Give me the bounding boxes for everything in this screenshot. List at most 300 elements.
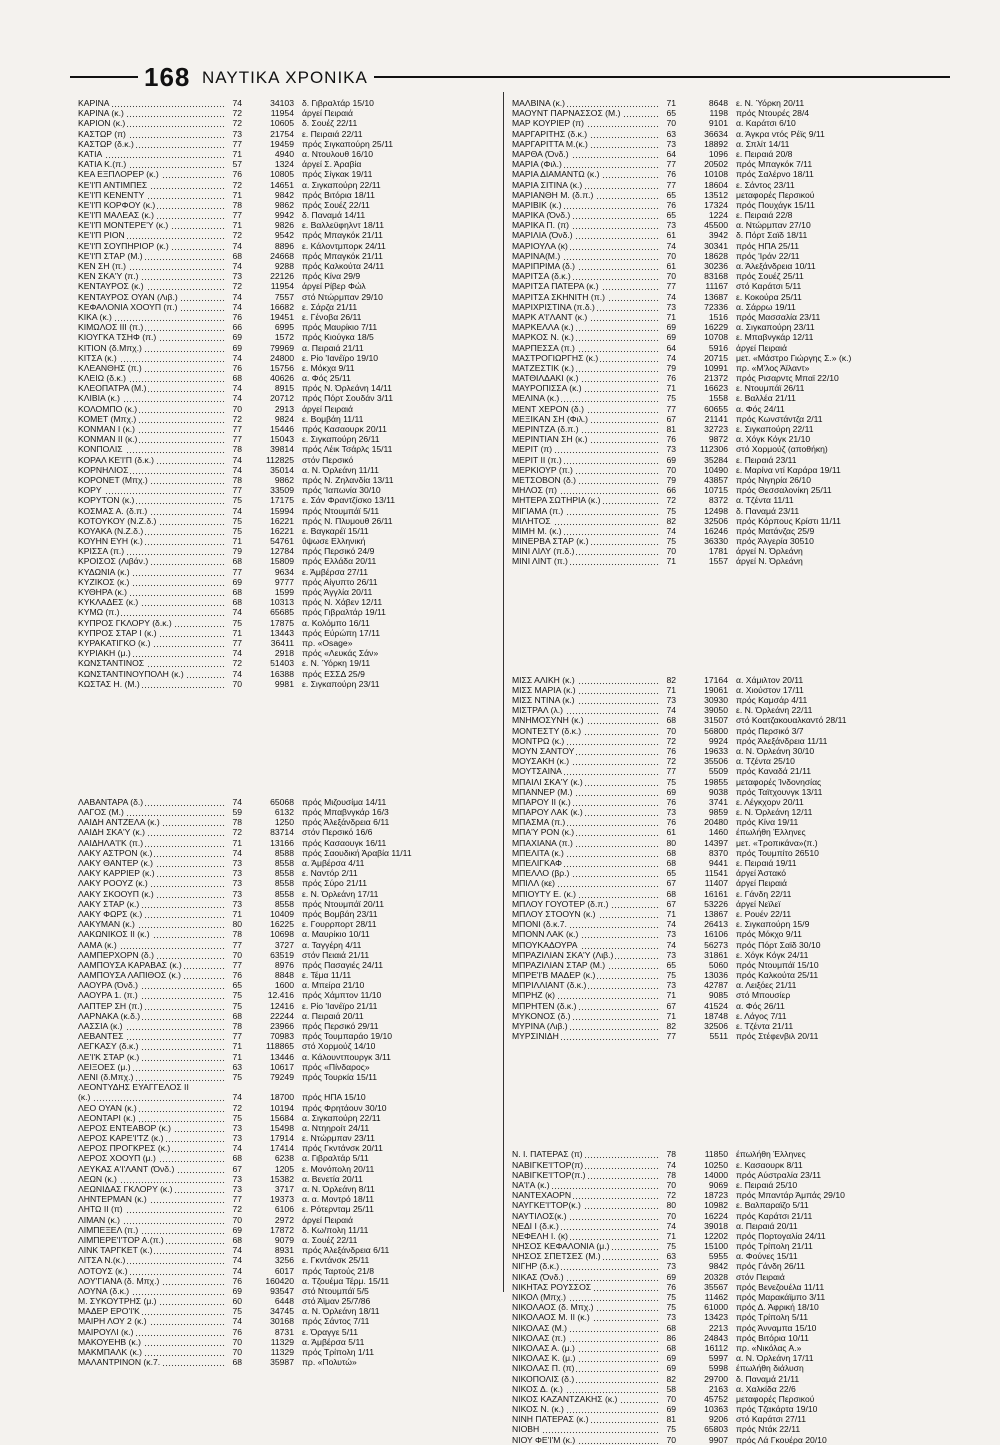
status: άργεί Ν. Όρλεάνη — [736, 556, 803, 567]
build-year: 68 — [666, 1322, 676, 1333]
ship-name: ΝΙΟΒΗ — [512, 1424, 660, 1434]
ship-entry — [78, 1235, 498, 1245]
ship-entry — [78, 159, 498, 169]
build-year: 70 — [232, 678, 242, 689]
tonnage: 65685 — [270, 607, 294, 618]
tonnage: 34745 — [270, 1306, 294, 1317]
ship-entry — [512, 1180, 932, 1190]
ship-name: ΚΑΡΙΝΑ (κ.) — [78, 108, 226, 118]
status: ε. Σάρζα 21/11 — [302, 301, 358, 312]
build-year: 72 — [232, 658, 242, 669]
tonnage: 10982 — [704, 1200, 728, 1211]
status: πρ. «Πολυτώ» — [302, 1357, 357, 1368]
ship-name: ΛΟΥΝΑ (δ.κ.) — [78, 1286, 226, 1296]
ship-entry — [512, 1353, 932, 1363]
ship-name: ΚΟΡΝΗΛΙΟΣ — [78, 465, 226, 475]
tonnage: 11329 — [270, 1336, 294, 1347]
status: πρός Καλκούτα 25/11 — [736, 970, 819, 981]
ship-name: ΜΑΡΙΒΙΚ (κ.) — [512, 200, 660, 210]
tonnage: 9907 — [708, 1434, 728, 1445]
tonnage: 10409 — [270, 908, 294, 919]
build-year: 73 — [232, 868, 242, 879]
status: πρός Λέικ Τσάρλς 15/11 — [302, 444, 393, 455]
ship-name: ΛΑΚΥ ΚΑΡΡΙΕΡ (κ.) — [78, 868, 226, 878]
tonnage: 8588 — [274, 847, 294, 858]
build-year: 72 — [232, 108, 242, 119]
ship-entry — [512, 1011, 932, 1021]
ship-entry — [512, 1424, 932, 1434]
status: πρός Ντουμπάϊ 5/11 — [302, 505, 380, 516]
ship-entry — [78, 1153, 498, 1163]
status: πρός Ντουμπάϊ 15/10 — [736, 959, 819, 970]
ship-entry — [78, 1225, 498, 1235]
ship-entry — [78, 1204, 498, 1214]
tonnage: 13036 — [704, 970, 728, 981]
ship-name: ΝΙΚΟΛΑΣ Α. (μ.) — [512, 1343, 660, 1353]
ship-name: ΜΠΙΟΥΤΥ Ε. (κ.) — [512, 889, 660, 899]
build-year: 77 — [232, 637, 242, 648]
build-year: 74 — [232, 1255, 242, 1266]
ship-entry — [512, 322, 932, 332]
ship-name: ΚΕ'Ι'Π ΜΟΝΤΕΡΕ'Υ (κ.) — [78, 220, 226, 230]
status: πρός Πουχάγκ 15/11 — [736, 199, 815, 210]
ship-entry — [512, 1211, 932, 1221]
ship-name: ΜΑΡΙΟΥΛΑ (κ) — [512, 241, 660, 251]
status: άργεί Πειραιά — [736, 342, 787, 353]
ship-name: ΚΙΚΑ (κ.) — [78, 312, 226, 322]
build-year: 72 — [666, 735, 676, 746]
tonnage: 13512 — [704, 189, 728, 200]
status: ε. Άμβέρσα 27/11 — [302, 566, 369, 577]
build-year: 74 — [232, 261, 242, 271]
ship-entry — [512, 929, 932, 939]
status: ε. Πειραιά 19/11 — [736, 858, 797, 868]
status: α. Φός 25/11 — [302, 373, 351, 384]
build-year: 65 — [666, 959, 676, 970]
ship-entry — [512, 200, 932, 210]
build-year: 71 — [666, 556, 676, 567]
ship-name: ΚΟΛΟΜΠΟ (κ.) — [78, 404, 226, 414]
tonnage: 21372 — [704, 373, 728, 384]
ship-name: ΛΑΜΠΟΥΣΑ ΚΑΡΑΒΑΣ (κ.) — [78, 960, 226, 970]
ship-name: ΜΠΕΛΛΟ (βρ.) — [512, 868, 660, 878]
ship-name: ΛΑΚΥ ΑΣΤΡΟΝ (κ.) — [78, 848, 226, 858]
build-year: 66 — [232, 322, 242, 333]
status: α. Κάλουντπουργκ 3/11 — [302, 1051, 391, 1062]
ship-entry — [512, 475, 932, 485]
tonnage: 11541 — [704, 868, 728, 879]
ship-name: ΚΕ'Ι'Π ΡΙΟΝ — [78, 230, 226, 240]
ship-name: ΜΠΑ'Υ ΡΟΝ (κ.) — [512, 827, 660, 837]
ship-entry — [78, 424, 498, 434]
build-year: 74 — [232, 240, 242, 251]
tonnage: 5955 — [708, 1251, 728, 1262]
build-year: 70 — [232, 403, 242, 414]
ship-entry — [512, 777, 932, 787]
build-year: 77 — [666, 403, 676, 414]
tonnage: 11462 — [704, 1292, 728, 1302]
ship-name: ΜΕΡΚΙΟΥΡ (π.) — [512, 465, 660, 475]
build-year: 71 — [666, 990, 676, 1001]
status: μεταφορές Περσικού — [736, 189, 815, 200]
ship-entry — [512, 889, 932, 899]
ship-entry — [78, 807, 498, 817]
status: α. Άμβέρσα 4/11 — [302, 858, 365, 868]
ship-entry — [512, 159, 932, 169]
ship-name: ΚΑΤΙΑ — [78, 149, 226, 159]
build-year: 67 — [666, 898, 676, 909]
build-year: 75 — [666, 970, 676, 981]
ship-entry — [512, 838, 932, 848]
tonnage: 19633 — [704, 745, 728, 756]
build-year: 69 — [232, 576, 242, 587]
build-year: 75 — [232, 990, 242, 1001]
ship-entry — [78, 1357, 498, 1367]
tonnage: 6448 — [274, 1296, 294, 1307]
tonnage: 17414 — [270, 1143, 294, 1154]
ship-entry — [512, 756, 932, 766]
tonnage: 11329 — [270, 1347, 294, 1357]
tonnage: 1599 — [274, 587, 294, 597]
status: πρός Γάνδη 26/11 — [736, 1261, 805, 1272]
build-year: 72 — [232, 179, 242, 190]
build-year: 71 — [232, 627, 242, 638]
ship-entry — [512, 1149, 932, 1159]
ship-name: ΛΟΤΟΥΣ (κ.) — [78, 1266, 226, 1276]
status: πρός Ν. Όρλεάνη 14/11 — [302, 383, 392, 394]
tonnage: 19459 — [270, 138, 294, 149]
ship-name: ΜΑΡΙΑΝΘΗ Μ. (δ.π.) — [512, 190, 660, 200]
ship-name: ΜΠΡΑΖΙΛΙΑΝ ΣΚΑ'Υ (Λιβ.) — [512, 950, 660, 960]
status: πρ. «Μ'λος Άϊλαντ» — [736, 362, 810, 373]
ship-entry — [512, 516, 932, 526]
tonnage: 65803 — [704, 1424, 728, 1435]
status: πρός Στέφενβιλ 20/11 — [736, 1031, 819, 1042]
ship-name: ΝΑΥΤΙΛΟΣ(κ.) — [512, 1211, 660, 1221]
status: α. Ν. Όρλεάνη 17/11 — [736, 1353, 814, 1364]
tonnage: 24800 — [270, 352, 294, 363]
status: α. Φός 26/11 — [736, 1000, 785, 1011]
build-year: 70 — [666, 725, 676, 736]
tonnage: 21141 — [704, 413, 728, 424]
tonnage: 20480 — [704, 817, 728, 828]
ship-entry — [78, 434, 498, 444]
ship-entry — [512, 705, 932, 715]
build-year: 73 — [666, 949, 676, 960]
status: πρός Τζακάρτα 19/10 — [736, 1404, 818, 1415]
status: στόν Περσικό — [302, 454, 354, 465]
status: άργεί Πειραιά — [736, 878, 787, 889]
ship-name: ΜΝΗΜΟΣΥΝΗ (κ.) — [512, 715, 660, 725]
tonnage: 22244 — [270, 1010, 294, 1021]
build-year: 68 — [232, 250, 242, 261]
ship-name: ΜΙΝΙ ΛΙΛΥ (π.δ.) — [512, 546, 660, 556]
status: ε. Βαλπαραϊζο 5/11 — [736, 1200, 809, 1211]
build-year: 77 — [666, 281, 676, 292]
ship-entry — [512, 715, 932, 725]
status: ε. Ν. Ύόρκη 20/11 — [736, 98, 805, 108]
ship-name: ΛΑΚΥ ΡΟΟΥΖ (κ.) — [78, 878, 226, 888]
build-year: 74 — [232, 1092, 242, 1103]
ship-entry — [78, 848, 498, 858]
build-year: 76 — [666, 817, 676, 828]
status: α. Άμβέρσα 5/11 — [302, 1336, 365, 1347]
tonnage: 20712 — [270, 393, 294, 404]
ship-entry — [512, 424, 932, 434]
status: άργεί Ν. Όρλεάνη — [736, 546, 803, 557]
ship-entry — [78, 618, 498, 628]
tonnage: 10617 — [270, 1061, 294, 1072]
ship-name: ΚΕ'Ι'Π ΚΟΡΦΟΥ (κ.) — [78, 200, 226, 210]
build-year: 63 — [232, 1061, 242, 1072]
status: πρός Ταρτούς 21/8 — [302, 1265, 375, 1276]
status: πρός Λά Γκουέρα 20/10 — [736, 1434, 827, 1445]
status: πρ. «Osage» — [302, 637, 353, 648]
tonnage: 79249 — [270, 1071, 294, 1082]
ship-entry — [512, 485, 932, 495]
ship-entry — [78, 302, 498, 312]
build-year: 78 — [232, 1021, 242, 1031]
ship-name: ΚΕΦΑΛΟΝΙΑ ΧΟΟΥΠ (π.) — [78, 302, 226, 312]
build-year: 75 — [232, 1071, 242, 1082]
tonnage: 43857 — [704, 474, 728, 485]
ship-entry — [512, 373, 932, 383]
ship-name: ΜΙΓΙΑΜΑ (π.) — [512, 506, 660, 516]
ship-entry — [78, 292, 498, 302]
build-year: 72 — [232, 827, 242, 838]
status: α. Σιγκαπούρη 22/11 — [302, 1112, 381, 1123]
ship-name: ΝΙΓΗΡ (δ.κ.) — [512, 1261, 660, 1271]
tonnage: 9777 — [274, 576, 294, 587]
build-year: 74 — [232, 668, 242, 679]
tonnage: 9872 — [708, 434, 728, 445]
status: α. Μαυρίκιο 10/11 — [302, 929, 370, 940]
tonnage: 1572 — [274, 332, 294, 343]
ship-entry — [78, 1123, 498, 1133]
ship-name: ΚΟΝΜΑΝ ΙΙ (κ.) — [78, 434, 226, 444]
status: α. Ντουλουθ 16/10 — [302, 148, 374, 159]
status: ε. Γκντάνσκ 25/11 — [302, 1255, 370, 1266]
status: πρός Γκντάνσκ 20/11 — [302, 1143, 383, 1154]
build-year: 74 — [232, 648, 242, 659]
ship-entry — [78, 597, 498, 607]
tonnage: 8915 — [274, 383, 294, 394]
tonnage: 16112 — [704, 1342, 728, 1353]
ship-name: ΛΑΟΥΡΑ (Όνδ.) — [78, 980, 226, 990]
tonnage: 112825 — [265, 454, 294, 465]
tonnage: 20715 — [704, 352, 728, 363]
build-year: 69 — [666, 332, 676, 343]
ship-entry — [512, 241, 932, 251]
ship-entry — [78, 1266, 498, 1276]
build-year: 75 — [666, 1292, 676, 1302]
tonnage: 18628 — [704, 250, 728, 261]
ship-name: ΜΑΡΙΤΣΑ ΣΚΗΝΙΤΗ (π.) — [512, 292, 660, 302]
ship-name: ΚΥΖΙΚΟΣ (κ.) — [78, 577, 226, 587]
ship-entry — [512, 169, 932, 179]
build-year: 76 — [666, 796, 676, 807]
tonnage: 2918 — [274, 648, 294, 659]
ship-entry — [78, 1041, 498, 1051]
build-year: 76 — [666, 1281, 676, 1292]
status: πρός Σίγκακ 19/11 — [302, 169, 373, 180]
build-year: 73 — [666, 980, 676, 991]
tonnage: 16224 — [704, 1210, 728, 1221]
ship-entry — [512, 858, 932, 868]
status: πρός Άγγλία 20/11 — [302, 587, 373, 597]
ship-entry — [512, 1261, 932, 1271]
status: α. Ντώρμπαν 27/10 — [736, 220, 811, 231]
build-year: 71 — [232, 837, 242, 848]
status: ε. Πειραιά 23/11 — [736, 454, 797, 465]
ship-entry — [512, 1001, 932, 1011]
ship-name: ΜΠΑΧΙΑΝΑ (π.) — [512, 838, 660, 848]
status: πρός Μπαβνγκάρ 16/3 — [302, 807, 389, 818]
tonnage: 45500 — [704, 220, 728, 231]
tonnage: 9441 — [708, 858, 728, 868]
ship-name: ΚΥΠΡΟΣ ΣΤΑΡ Ι (κ.) — [78, 628, 226, 638]
ship-name: ΜΑΡΓΑΡΙΤΗΣ (δ.κ.) — [512, 129, 660, 139]
build-year: 79 — [232, 546, 242, 557]
build-year: 76 — [232, 311, 242, 322]
status: ε. Μπαβνγκάρ 12/11 — [736, 332, 814, 343]
ship-entry — [78, 950, 498, 960]
tonnage: 21754 — [270, 128, 294, 139]
build-year: 71 — [232, 536, 242, 547]
build-year: 72 — [232, 281, 242, 292]
build-year: 74 — [232, 796, 242, 807]
ship-entry — [512, 746, 932, 756]
build-year: 81 — [666, 1414, 676, 1425]
ship-entry — [78, 658, 498, 668]
ship-entry — [78, 108, 498, 118]
ship-name: ΚΟΥΑΚΑ (Ν.Ζ.δ.) — [78, 526, 226, 536]
build-year: 74 — [232, 98, 242, 108]
ship-entry — [78, 1296, 498, 1306]
ship-entry — [512, 868, 932, 878]
ship-name: ΛΑΠΤΕΡ ΣΗ (π.) — [78, 1001, 226, 1011]
status: ε. Πειραιά 22/11 — [302, 128, 363, 139]
status: πρός Ντουμπάϊ 20/11 — [302, 898, 384, 909]
tonnage: 56800 — [704, 725, 728, 736]
ship-name: ΝΙΚΟΛΑΟΣ Μ. ΙΙ (κ.) — [512, 1312, 660, 1322]
status: α. Άγκρα ντός Ρέϊς 9/11 — [736, 128, 825, 139]
status: πρός Μπαντάρ Άμπάς 29/10 — [736, 1190, 845, 1201]
ship-entry — [512, 465, 932, 475]
ship-name: ΚΟΥΗΝ ΕΥΗ (κ.) — [78, 536, 226, 546]
tonnage: 9981 — [274, 678, 294, 689]
tonnage: 39050 — [704, 705, 728, 716]
ship-entry — [512, 1282, 932, 1292]
tonnage: 9634 — [274, 566, 294, 577]
build-year: 77 — [232, 424, 242, 434]
ship-entry — [78, 858, 498, 868]
build-year: 70 — [232, 1336, 242, 1347]
build-year: 73 — [666, 301, 676, 312]
ship-name: ΜΟΥΝ ΣΑΝΤΟΥ — [512, 746, 660, 756]
tonnage: 30930 — [704, 695, 728, 705]
ship-name: ΜΙΣΣ ΑΛΙΚΗ (κ.) — [512, 675, 660, 685]
build-year: 69 — [232, 1224, 242, 1235]
tonnage: 8648 — [708, 98, 728, 108]
build-year: 69 — [232, 1285, 242, 1296]
ship-name: ΜΠΑΙΛΙ ΣΚΑ'Υ (κ.) — [512, 777, 660, 787]
build-year: 68 — [232, 1010, 242, 1021]
status: πρός Μπαγκόκ 21/11 — [302, 230, 383, 241]
ship-name: ΜΟΥΣΑΚΗ (κ.) — [512, 756, 660, 766]
ship-name: ΝΙΚΟΣ ΚΑΖΑΝΤΖΑΚΗΣ (κ.) — [512, 1394, 660, 1404]
ship-entry — [78, 1174, 498, 1184]
status: δ. Σουέζ 22/11 — [302, 118, 358, 129]
ship-entry — [78, 1082, 498, 1092]
status: πρός ΗΠΑ 15/10 — [302, 1092, 366, 1103]
ship-entry — [512, 675, 932, 685]
ship-name: ΝΙΚΗΤΑΣ ΡΟΥΣΣΟΣ — [512, 1282, 660, 1292]
ship-entry — [78, 577, 498, 587]
ship-entry — [512, 220, 932, 230]
ship-entry — [78, 1103, 498, 1113]
build-year: 77 — [232, 210, 242, 221]
ship-name: ΚΙΤΣΑ (κ.) — [78, 353, 226, 363]
tonnage: 20328 — [704, 1271, 728, 1282]
ship-name: ΜΑΚΜΠΑΛΚ (κ.) — [78, 1347, 226, 1357]
ship-entry — [78, 797, 498, 807]
ship-entry — [78, 241, 498, 251]
ship-entry — [78, 567, 498, 577]
tonnage: 1224 — [708, 210, 728, 221]
ship-name: ΛΑΙΔΗ ΑΝΤΖΕΛΑ (κ.) — [78, 817, 226, 827]
ship-entry — [78, 1164, 498, 1174]
tonnage: 56273 — [704, 939, 728, 950]
status: πρός Σαουδική Άραβία 11/11 — [302, 847, 412, 858]
build-year: 69 — [666, 1353, 676, 1364]
tonnage: 10715 — [704, 485, 728, 496]
tonnage: 10490 — [704, 464, 728, 475]
tonnage: 7557 — [274, 291, 294, 302]
ship-entry — [78, 393, 498, 403]
tonnage: 1096 — [708, 148, 728, 159]
tonnage: 11167 — [705, 281, 728, 292]
ship-name: ΚΕ'Ι'Π ΣΟΥΠΗΡΙΟΡ (κ.) — [78, 241, 226, 251]
status: μεταφορές Περσικού — [736, 1393, 815, 1404]
ship-name: ΛΑΚΥ ΣΚΟΟΥΠ (κ.) — [78, 889, 226, 899]
ship-name: ΚΕ'Ι'Π ΣΤΑΡ (Μ.) — [78, 251, 226, 261]
status: δ. Κω/πολη 11/11 — [302, 1224, 369, 1235]
build-year: 72 — [666, 495, 676, 506]
build-year: 61 — [666, 827, 676, 838]
tonnage: 2163 — [708, 1383, 728, 1394]
build-year: 77 — [232, 1031, 242, 1042]
ship-name: ΝΗΣΟΣ ΣΠΕΤΣΕΣ (Μ.) — [512, 1251, 660, 1261]
ship-entry — [78, 1337, 498, 1347]
ship-name: ΝΕΦΕΛΗ Ι. (κ) — [512, 1231, 660, 1241]
tonnage: 16229 — [704, 322, 728, 333]
ship-entry — [78, 332, 498, 342]
tonnage: 10250 — [704, 1159, 728, 1170]
ship-entry — [512, 736, 932, 746]
ship-entry — [78, 940, 498, 950]
ship-entry — [78, 817, 498, 827]
tonnage: 34103 — [270, 98, 294, 108]
ship-entry — [78, 1194, 498, 1204]
tonnage: 16246 — [704, 525, 728, 536]
tonnage: 30341 — [704, 240, 728, 251]
ship-entry — [78, 220, 498, 230]
tonnage: 160420 — [265, 1275, 294, 1286]
build-year: 76 — [666, 434, 676, 445]
ship-entry — [512, 129, 932, 139]
build-year: 75 — [232, 617, 242, 628]
